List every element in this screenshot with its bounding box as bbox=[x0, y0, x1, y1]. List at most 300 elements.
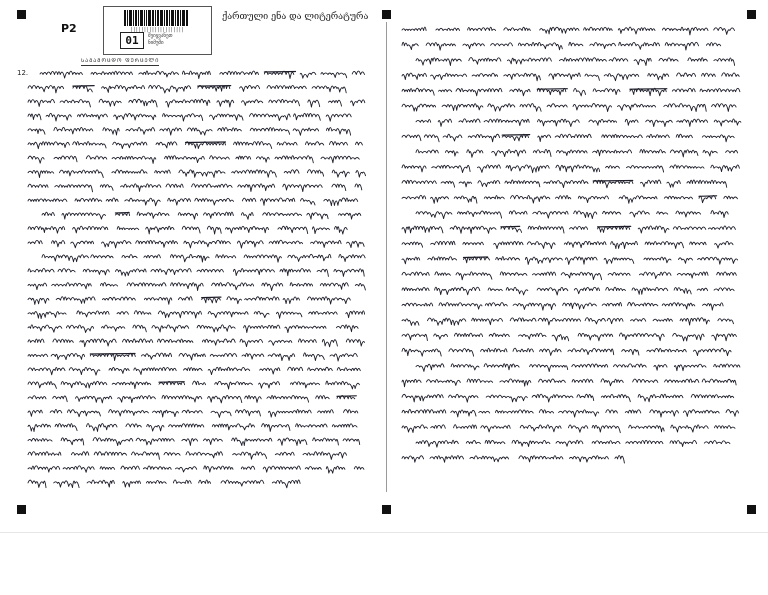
handwritten-word bbox=[556, 440, 583, 446]
handwritten-word bbox=[123, 339, 153, 342]
registration-mark-bottom-center bbox=[382, 505, 391, 514]
handwritten-word bbox=[28, 99, 55, 106]
handwritten-word bbox=[355, 184, 362, 190]
handwritten-word bbox=[54, 481, 79, 488]
handwritten-word bbox=[210, 156, 230, 159]
handwritten-word bbox=[87, 424, 118, 432]
handwritten-word bbox=[215, 381, 253, 389]
handwritten-word bbox=[322, 339, 337, 346]
handwritten-word bbox=[168, 198, 191, 205]
handwritten-word bbox=[569, 425, 588, 432]
handwritten-word bbox=[561, 272, 601, 280]
handwritten-word bbox=[714, 288, 734, 291]
barcode-icon bbox=[124, 10, 188, 26]
handwritten-word bbox=[317, 269, 328, 276]
handwritten-word bbox=[702, 73, 716, 76]
handwritten-word bbox=[416, 120, 431, 123]
handwritten-word bbox=[352, 71, 364, 74]
handwritten-word bbox=[557, 150, 588, 156]
handwritten-word bbox=[280, 269, 310, 276]
handwritten-word bbox=[235, 410, 260, 416]
handwritten-word bbox=[324, 198, 358, 206]
handwritten-word bbox=[402, 456, 424, 462]
handwritten-word bbox=[182, 439, 198, 446]
handwritten-word bbox=[609, 58, 628, 61]
handwritten-word bbox=[430, 456, 464, 463]
handwritten-word bbox=[602, 134, 643, 137]
handwritten-word bbox=[136, 438, 174, 445]
handwritten-word bbox=[659, 58, 678, 61]
handwritten-word bbox=[28, 424, 51, 431]
handwritten-word bbox=[647, 348, 687, 351]
handwritten-word bbox=[679, 258, 693, 263]
handwritten-word bbox=[242, 198, 255, 201]
handwritten-word bbox=[241, 466, 254, 469]
handwritten-word bbox=[301, 199, 316, 205]
handwritten-word bbox=[113, 142, 147, 149]
handwritten-word bbox=[525, 257, 562, 264]
handwritten-word bbox=[216, 255, 236, 258]
handwritten-word bbox=[166, 99, 210, 107]
handwritten-word bbox=[179, 170, 225, 178]
handwritten-word bbox=[152, 325, 189, 332]
handwritten-word bbox=[244, 255, 281, 262]
handwritten-word bbox=[402, 394, 443, 402]
handwritten-word bbox=[485, 440, 505, 443]
handwritten-word bbox=[627, 166, 664, 173]
handwritten-word bbox=[308, 100, 320, 107]
handwritten-word bbox=[117, 227, 139, 230]
handwritten-word bbox=[99, 99, 121, 106]
handwritten-word bbox=[192, 184, 233, 187]
handwritten-word bbox=[518, 42, 562, 49]
handwritten-word bbox=[676, 134, 692, 137]
strikethrough-mark bbox=[115, 213, 129, 214]
handwritten-word bbox=[592, 425, 620, 432]
handwritten-word bbox=[479, 411, 490, 413]
handwritten-word bbox=[66, 325, 93, 332]
handwritten-word bbox=[195, 198, 234, 205]
handwritten-word bbox=[569, 456, 608, 462]
handwritten-word bbox=[670, 150, 698, 157]
handwritten-word bbox=[83, 269, 109, 275]
handwritten-word bbox=[100, 185, 113, 191]
handwritten-word bbox=[28, 156, 44, 163]
handwritten-word bbox=[204, 212, 234, 218]
handwritten-word bbox=[555, 195, 570, 198]
handwritten-word bbox=[468, 27, 496, 30]
handwritten-word bbox=[227, 297, 242, 304]
handwritten-word bbox=[28, 354, 48, 356]
handwritten-word bbox=[60, 100, 90, 107]
handwritten-word bbox=[28, 382, 56, 389]
strikethrough-mark bbox=[198, 86, 231, 87]
handwritten-word bbox=[712, 104, 737, 112]
handwritten-word bbox=[73, 226, 108, 233]
handwritten-word bbox=[706, 43, 720, 46]
handwritten-word bbox=[485, 303, 507, 306]
handwritten-word bbox=[263, 466, 300, 472]
handwritten-word bbox=[288, 367, 303, 370]
handwritten-word bbox=[242, 353, 264, 359]
handwritten-word bbox=[538, 318, 580, 325]
handwritten-word bbox=[601, 394, 630, 401]
handwritten-word bbox=[715, 241, 734, 248]
handwritten-word bbox=[506, 287, 528, 295]
handwritten-word bbox=[226, 226, 269, 233]
strikethrough-mark bbox=[502, 135, 530, 136]
handwritten-word bbox=[106, 198, 118, 201]
handwritten-word bbox=[336, 325, 358, 332]
handwritten-word bbox=[52, 241, 65, 247]
handwritten-word bbox=[428, 318, 466, 325]
strikethrough-mark bbox=[73, 86, 94, 87]
handwritten-word bbox=[312, 86, 346, 93]
handwritten-word bbox=[539, 410, 553, 413]
handwritten-word bbox=[463, 43, 485, 49]
handwritten-word bbox=[472, 73, 498, 76]
handwritten-word bbox=[262, 283, 283, 291]
handwritten-word bbox=[160, 128, 182, 135]
handwritten-word bbox=[28, 268, 54, 272]
handwritten-word bbox=[653, 319, 672, 322]
question-number: 12. bbox=[17, 69, 29, 77]
handwritten-word bbox=[313, 438, 339, 445]
handwritten-word bbox=[299, 339, 317, 343]
handwritten-word bbox=[211, 411, 231, 417]
handwritten-word bbox=[312, 227, 329, 234]
registration-mark-top-center bbox=[382, 10, 391, 19]
strikethrough-mark bbox=[202, 297, 221, 298]
handwritten-word bbox=[402, 165, 426, 172]
handwritten-word bbox=[456, 88, 502, 96]
handwritten-word bbox=[61, 381, 107, 388]
handwritten-word bbox=[62, 213, 106, 219]
handwritten-word bbox=[232, 438, 272, 446]
handwritten-word bbox=[510, 318, 536, 321]
handwritten-word bbox=[451, 410, 476, 417]
handwritten-word bbox=[147, 424, 164, 431]
handwritten-word bbox=[73, 142, 106, 148]
handwritten-word bbox=[133, 325, 146, 332]
handwritten-word bbox=[488, 288, 502, 291]
handwritten-word bbox=[533, 149, 551, 156]
handwritten-word bbox=[533, 272, 556, 275]
handwritten-word bbox=[28, 129, 45, 134]
sheet-number-box: 01 bbox=[120, 32, 144, 49]
handwritten-word bbox=[260, 368, 280, 374]
handwritten-word bbox=[574, 211, 597, 219]
handwritten-word bbox=[262, 424, 290, 432]
handwritten-word bbox=[712, 334, 737, 341]
handwritten-word bbox=[469, 58, 501, 65]
handwritten-word bbox=[606, 287, 626, 290]
handwritten-word bbox=[28, 480, 46, 488]
handwritten-word bbox=[86, 156, 107, 159]
handwritten-word bbox=[690, 242, 707, 245]
handwritten-word bbox=[402, 319, 419, 325]
handwritten-word bbox=[244, 325, 280, 333]
handwritten-word bbox=[178, 213, 197, 219]
handwritten-word bbox=[402, 425, 427, 433]
handwritten-word bbox=[269, 240, 303, 244]
handwritten-word bbox=[170, 255, 209, 263]
handwritten-word bbox=[71, 241, 94, 248]
handwritten-word bbox=[28, 114, 41, 120]
handwritten-word bbox=[504, 27, 531, 30]
handwritten-word bbox=[574, 88, 586, 95]
handwritten-word bbox=[275, 452, 294, 455]
handwritten-word bbox=[356, 171, 366, 178]
handwritten-word bbox=[539, 379, 566, 382]
handwritten-word bbox=[513, 348, 533, 352]
handwritten-word bbox=[484, 364, 519, 370]
handwritten-word bbox=[435, 272, 451, 275]
handwritten-word bbox=[53, 396, 67, 402]
handwritten-word bbox=[202, 297, 221, 303]
handwritten-word bbox=[520, 104, 541, 112]
handwritten-word bbox=[335, 226, 348, 234]
handwritten-word bbox=[303, 452, 347, 460]
handwritten-word bbox=[163, 114, 203, 122]
handwritten-word bbox=[416, 364, 444, 372]
handwritten-word bbox=[305, 467, 321, 470]
handwritten-word bbox=[510, 89, 530, 96]
handwritten-word bbox=[28, 452, 61, 456]
handwritten-word bbox=[283, 297, 299, 304]
handwritten-word bbox=[402, 303, 433, 306]
handwritten-word bbox=[94, 452, 126, 455]
handwritten-word bbox=[607, 318, 623, 323]
handwritten-word bbox=[625, 119, 638, 125]
handwritten-word bbox=[424, 135, 439, 142]
handwritten-word bbox=[102, 240, 132, 247]
handwritten-word bbox=[156, 142, 177, 148]
handwritten-word bbox=[506, 165, 549, 173]
handwritten-word bbox=[439, 90, 452, 92]
handwritten-word bbox=[603, 211, 621, 214]
handwritten-word bbox=[520, 425, 561, 432]
handwritten-word bbox=[346, 339, 364, 346]
handwritten-word bbox=[549, 73, 580, 79]
handwritten-word bbox=[714, 58, 735, 66]
handwritten-word bbox=[574, 287, 599, 293]
handwritten-word bbox=[478, 165, 501, 173]
handwritten-word bbox=[438, 119, 451, 126]
handwritten-word bbox=[700, 88, 740, 91]
handwritten-word bbox=[559, 410, 599, 417]
handwritten-word bbox=[355, 284, 365, 291]
handwritten-word bbox=[667, 181, 680, 188]
handwritten-word bbox=[256, 157, 269, 162]
handwritten-word bbox=[60, 170, 104, 178]
handwritten-word bbox=[309, 312, 338, 315]
handwritten-word bbox=[122, 255, 137, 258]
handwritten-word bbox=[715, 426, 736, 429]
handwritten-word bbox=[544, 180, 588, 188]
handwritten-word bbox=[726, 151, 738, 153]
handwritten-word bbox=[527, 242, 555, 249]
handwritten-word bbox=[42, 255, 89, 262]
handwritten-word bbox=[236, 156, 251, 159]
handwritten-word bbox=[459, 182, 471, 187]
handwritten-word bbox=[481, 425, 510, 432]
handwritten-word bbox=[269, 99, 300, 106]
handwritten-word bbox=[28, 339, 44, 342]
handwritten-word bbox=[644, 257, 671, 263]
handwritten-word bbox=[146, 480, 166, 483]
handwritten-word bbox=[283, 184, 322, 191]
handwritten-word bbox=[288, 254, 331, 261]
handwritten-word bbox=[402, 42, 418, 49]
page-code: P2 bbox=[61, 22, 77, 35]
handwritten-word bbox=[645, 241, 683, 248]
handwritten-word bbox=[278, 438, 307, 445]
handwritten-word bbox=[208, 395, 242, 403]
handwritten-word bbox=[197, 325, 235, 332]
handwritten-word bbox=[676, 211, 701, 217]
handwritten-word bbox=[232, 170, 277, 178]
handwritten-word bbox=[640, 150, 666, 153]
handwritten-word bbox=[240, 85, 260, 91]
handwritten-word bbox=[176, 467, 197, 472]
handwritten-word bbox=[585, 318, 605, 324]
handwritten-word bbox=[449, 394, 479, 402]
handwritten-word bbox=[144, 297, 171, 304]
handwritten-word bbox=[426, 43, 455, 51]
handwritten-word bbox=[427, 380, 461, 386]
handwritten-word bbox=[688, 58, 707, 61]
handwritten-word bbox=[677, 272, 708, 278]
handwritten-word bbox=[100, 467, 115, 470]
handwritten-word bbox=[467, 150, 483, 158]
handwritten-word bbox=[509, 211, 527, 214]
handwritten-word bbox=[171, 283, 204, 291]
handwritten-word bbox=[121, 466, 139, 469]
handwritten-word bbox=[484, 196, 504, 199]
handwritten-word bbox=[346, 311, 365, 318]
handwritten-word bbox=[664, 104, 706, 112]
handwritten-word bbox=[296, 424, 328, 427]
handwritten-word bbox=[100, 283, 117, 286]
handwritten-word bbox=[606, 166, 620, 169]
handwritten-word bbox=[714, 28, 735, 35]
handwritten-word bbox=[615, 456, 625, 463]
handwritten-word bbox=[28, 439, 52, 442]
handwritten-word bbox=[193, 381, 206, 385]
handwritten-word bbox=[436, 28, 460, 30]
handwritten-word bbox=[28, 85, 64, 92]
strikethrough-mark bbox=[90, 354, 135, 355]
handwritten-word bbox=[28, 142, 70, 149]
handwritten-word bbox=[552, 335, 569, 341]
handwritten-word bbox=[184, 368, 203, 371]
registration-mark-top-left bbox=[17, 10, 26, 19]
handwritten-word bbox=[134, 311, 151, 315]
handwritten-word bbox=[702, 379, 736, 385]
handwritten-word bbox=[640, 180, 661, 187]
handwritten-word bbox=[139, 71, 179, 77]
handwritten-word bbox=[416, 150, 438, 153]
handwritten-word bbox=[179, 353, 205, 360]
handwritten-word bbox=[402, 348, 441, 356]
handwritten-word bbox=[593, 150, 632, 156]
handwritten-word bbox=[511, 195, 550, 203]
handwritten-word bbox=[134, 367, 176, 374]
handwritten-word bbox=[569, 42, 583, 45]
handwritten-word bbox=[443, 134, 462, 141]
handwritten-word bbox=[126, 127, 155, 134]
handwritten-word bbox=[547, 104, 567, 107]
handwritten-word bbox=[208, 367, 250, 374]
handwritten-word bbox=[677, 119, 708, 126]
handwritten-word bbox=[662, 27, 708, 35]
handwritten-word bbox=[402, 410, 446, 414]
handwritten-word bbox=[28, 410, 42, 416]
handwritten-word bbox=[513, 303, 556, 310]
handwritten-word bbox=[114, 113, 156, 120]
handwritten-word bbox=[277, 312, 302, 319]
handwritten-word bbox=[76, 396, 112, 403]
handwritten-word bbox=[245, 396, 262, 403]
handwritten-word bbox=[158, 339, 193, 342]
handwritten-word bbox=[638, 394, 683, 402]
handwritten-word bbox=[560, 58, 607, 61]
barcode-text: |||||||||||||||||||| bbox=[130, 27, 185, 33]
handwritten-word bbox=[344, 410, 358, 413]
handwritten-word bbox=[332, 424, 357, 427]
strikethrough-mark bbox=[699, 196, 717, 197]
handwritten-word bbox=[450, 226, 496, 233]
handwritten-word bbox=[28, 325, 62, 332]
handwritten-word bbox=[648, 74, 669, 80]
handwritten-word bbox=[202, 339, 235, 345]
handwritten-word bbox=[540, 349, 562, 356]
section-stamp: ᲡᲐᲒᲐᲛᲝᲪᲓᲝ ᲤᲣᲠᲪᲔᲚᲘ bbox=[81, 58, 160, 64]
handwritten-word bbox=[402, 379, 421, 387]
handwritten-word bbox=[267, 395, 309, 402]
handwritten-word bbox=[703, 303, 724, 310]
handwritten-word bbox=[619, 196, 657, 204]
handwritten-word bbox=[698, 257, 738, 264]
handwritten-word bbox=[304, 353, 325, 361]
handwritten-word bbox=[127, 283, 166, 286]
handwritten-word bbox=[28, 396, 46, 399]
handwritten-word bbox=[141, 353, 171, 359]
handwritten-word bbox=[568, 348, 614, 354]
handwritten-word bbox=[602, 303, 621, 306]
handwritten-word bbox=[664, 196, 692, 199]
handwritten-word bbox=[441, 181, 455, 187]
handwritten-word bbox=[402, 135, 421, 141]
handwritten-word bbox=[210, 354, 237, 357]
handwritten-word bbox=[207, 226, 221, 234]
handwritten-word bbox=[442, 104, 483, 111]
handwritten-word bbox=[484, 119, 529, 126]
handwritten-word bbox=[56, 297, 95, 304]
handwritten-word bbox=[300, 72, 316, 78]
handwritten-word bbox=[565, 257, 597, 264]
strikethrough-mark bbox=[593, 181, 633, 182]
handwritten-word bbox=[293, 128, 319, 135]
handwritten-word bbox=[619, 333, 664, 341]
handwritten-word bbox=[186, 452, 223, 458]
handwritten-word bbox=[330, 353, 357, 361]
subject-title: ქართული ენა და ლიტერატურა bbox=[222, 12, 369, 22]
handwritten-word bbox=[250, 128, 289, 135]
handwritten-word bbox=[665, 379, 699, 382]
handwritten-word bbox=[665, 42, 698, 50]
